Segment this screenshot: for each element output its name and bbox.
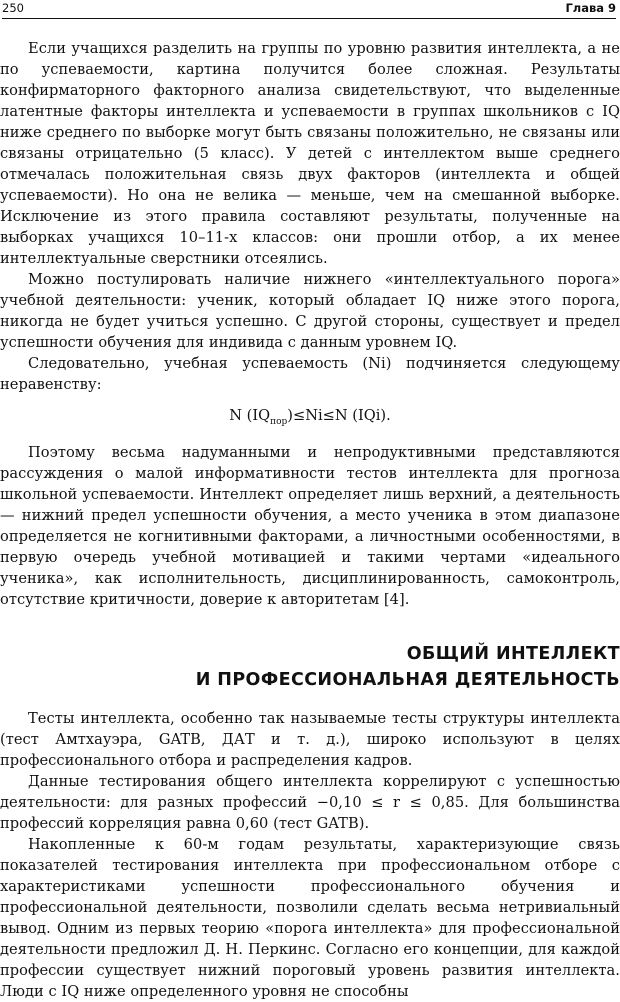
section-heading-line-2: И ПРОФЕССИОНАЛЬНАЯ ДЕЯТЕЛЬНОСТЬ xyxy=(195,669,620,690)
section-paragraph-2: Данные тестирования общего интеллекта коррелируют с успешностью деятельности: для разных профессий −0,10 ≤ r ≤ 0,85. Для большинства профессий корреляция равна 0,60 (тест GATB). xyxy=(0,772,620,832)
section-paragraph-3: Накопленные к 60-м годам результаты, характеризующие связь показателей тестирования интеллекта при профессиональном отборе с характеристиками успешности профессионального обучения и профессиональной деятельности, позволили сделать весьма нетривиальный вывод. Одним из первых теорию «порога интеллекта» для профессиональной деятельности предложил Д. Н. Перкинс. Согласно его концепции, для каждой профессии существует нижний пороговый уровень развития интеллекта. Люди с IQ ниже определенного уровня не способны xyxy=(0,835,620,1000)
page-number: 250 xyxy=(2,1,24,15)
section-paragraph-1: Тесты интеллекта, особенно так называемые тесты структуры интеллекта (тест Амтхауэра, GATB, ДАТ и т. д.), широко используют в целях профессионального отбора и распределения кадров. xyxy=(0,709,620,769)
paragraph-2: Можно постулировать наличие нижнего «интеллектуального порога» учебной деятельности: ученик, который обладает IQ ниже этого порога, никогда не будет учиться успешно. С другой стороны, существует и предел успешности обучения для индивида с данным уровнем IQ. xyxy=(0,271,620,351)
paragraph-4: Поэтому весьма надуманными и непродуктивными представляются рассуждения о малой информативности тестов интеллекта для прогноза школьной успеваемости. Интеллект определяет лишь верхний, а деятельность — нижний предел успешности обучения, а место ученика в этом диапазоне определяется не когнитивными факторами, а личностными особенностями, в первую очередь учебной мотивацией и такими чертами «идеального ученика», как исполнительность, дисциплинированность, самоконтроль, отсутствие критичности, доверие к авторитетам [4]. xyxy=(0,443,620,608)
paragraph-1: Если учащихся разделить на группы по уровню развития интеллекта, а не по успеваемости, картина получится более сложная. Результаты конфирматорного факторного анализа свидетельствуют, что выделенные латентные факторы интеллекта и успеваемости в группах школьников с IQ ниже среднего по выборке могут быть связаны положительно, не связаны или связаны отрицательно (5 класс). У детей с интеллектом выше среднего отмечалась положительная связь двух факторов (интеллекта и общей успеваемости). Но она не велика — меньше, чем на смешанной выборке. Исключение из этого правила составляют результаты, полученные на выборках учащихся 10–11-х классов: они прошли отбор, а их менее интеллектуальные сверстники отсеялись. xyxy=(0,40,620,267)
section-heading xyxy=(0,641,620,693)
formula-left: N (IQ xyxy=(229,407,271,424)
inequality-formula xyxy=(0,405,620,433)
formula-right: )≤Ni≤N (IQi). xyxy=(287,407,391,424)
paragraph-3: Следовательно, учебная успеваемость (Ni) подчиняется следующему неравенству: xyxy=(0,355,620,393)
section-heading-line-1: ОБЩИЙ ИНТЕЛЛЕКТ xyxy=(406,643,620,664)
chapter-title: Глава 9 xyxy=(565,1,616,15)
formula-subscript: пор xyxy=(270,416,288,427)
running-header xyxy=(2,0,616,19)
main-text xyxy=(0,38,620,1002)
